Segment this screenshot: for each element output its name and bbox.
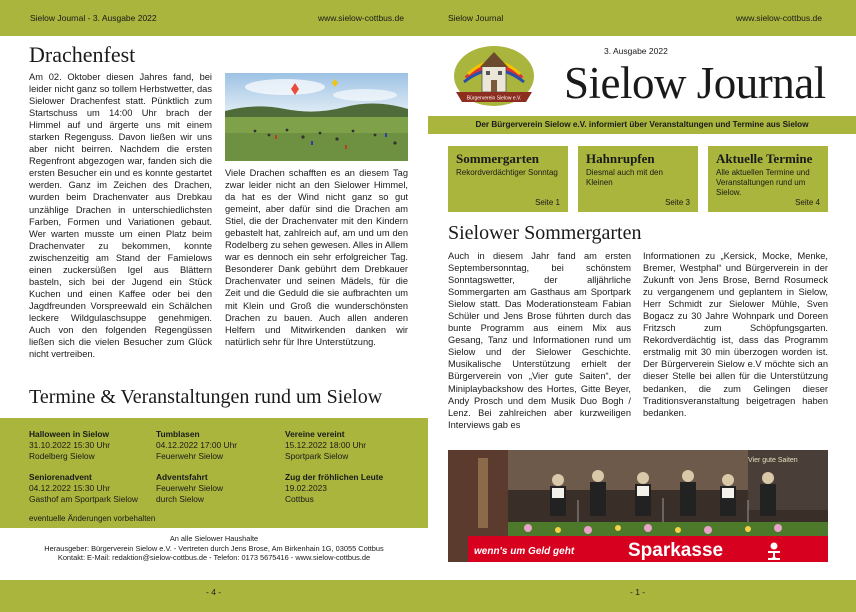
teaser-title: Aktuelle Termine — [716, 151, 813, 166]
left-page-number: - 4 - — [206, 587, 222, 597]
teaser-text: Diesmal auch mit den Kleinen — [586, 168, 663, 187]
event-tumblasen: Tumblasen 04.12.2022 17:00 Uhr Feuerwehr Sielow — [156, 429, 238, 461]
termine-box — [0, 418, 428, 528]
teaser-text: Rekordverdächtiger Sonntag — [456, 168, 558, 177]
bottom-band — [0, 580, 856, 612]
left-header-title: Sielow Journal - 3. Ausgabe 2022 — [30, 13, 157, 23]
event-zug-der-froehlichen-leute: Zug der fröhlichen Leute 19.02.2023 Cottbus — [285, 472, 384, 504]
impressum-line-2: Herausgeber: Bürgerverein Sielow e.V. - Vertreten durch Jens Brose, Am Birkenhain 1G, 03055 Cottbus — [44, 543, 384, 553]
drachenfest-column-1: Am 02. Oktober diesen Jahres fand, bei leider nicht ganz so tollem Herbstwetter, das Sielower Drachenfest statt. Pünktlich zum Startschuss um 14:00 Uhr brach der Himmel auf und ärgerte uns mit einem starken Regenguss. Davon ließen wir uns aber nicht beirren. Nachdem die ersten Regenfront abgezogen war, fanden sich die ersten Besucher ein und es konnte gestartet werden. Ganz im Zeichen des Drachen, wurden beim Drachenvater aus Drebkau unzählige Drachen in unterschiedlichsten Farben, Formen und Variationen gebaut. Wer warten musste um einen Platz beim Drachenvater zu bekommen, konnte zwischenzeitig am Stand der Famielows einen zuckersüßen Igel aus Blättern basteln, sich bei der Jugend ein Stück Kuchen und einen Kaffee oder bei den Jagdfreunden Vorspreewald ein Schälchen leckere Wildgulaschsuppe genehmigen. Auch von den folgenden Regengüssen ließen sich die vielen Besucher zum Glück nicht vertreiben. — [29, 72, 212, 360]
left-header-url[interactable]: www.sielow-cottbus.de — [318, 13, 404, 23]
event-seniorenadvent: Seniorenadvent 04.12.2022 15:30 Uhr Gasthof am Sportpark Sielow — [29, 472, 138, 504]
sommergarten-title: Sielower Sommergarten — [448, 222, 642, 244]
logo-emblem — [446, 40, 542, 112]
drachenfest-column-2: Viele Drachen schafften es an diesem Tag zwar leider nicht an den Sielower Himmel, da hat es der Wind nicht ganz so gut gemeint, aber dafür sind die Drachen am Stiel, die der Drachenvater mit den Kindern gebastelt hat, zahlreich auf, am und um den Rodelberg zu sehen gewesen. Alles in Allem war es dennoch ein sehr erfolgreicher Tag. Besonderer Dank gebührt dem Drebkauer Drachenvater und seinen Mädels, für die Zeit und die Geduld die sie aufbrachten um mit Klein und Groß die wunderschönsten Drachen zu bauen. Auch allen anderen Helfern und Mitwirkenden danken wir natürlich sehr für Ihre Unterstützung. — [225, 168, 408, 347]
sommergarten-column-2: Informationen zu „Kersick, Mocke, Menke, Bremer, Westphal“ und Bürgerverein in der Zukunft von Jens Brose, Bernd Rosumeck zu vergangenem und geplantem in Sielow, Herr Schmidt zur Sielower Mühle, Sven Bogacz zu 30 Jahre Wohnpark und Doreen Fritzsch zum Schöpfungsgarten. Rekordverdächtig ist, dass das Programm erstmalig mit 30 min überzogen worden ist. Der Bürgerverein Sielow e.V möchte sich an dieser Stelle bei allen für die Unterstützung bedanken, die zum Gelingen dieser Traditionsveranstaltung beigetragen haben bedanken. — [643, 251, 828, 418]
teaser-title: Hahnrupfen — [586, 151, 655, 166]
teaser-sommergarten[interactable] — [448, 146, 568, 212]
ausgabe-label: 3. Ausgabe 2022 — [604, 46, 668, 56]
stage-image — [448, 450, 828, 562]
teaser-page: Seite 3 — [665, 198, 690, 207]
right-header-url[interactable]: www.sielow-cottbus.de — [736, 13, 822, 23]
sommergarten-column-1: Auch in diesem Jahr fand am ersten Septembersonntag, bei schönstem Sonntagswetter, der alljährliche Sommergarten am Gasthaus am Sportpark Sielow statt. Das Moderationsteam Fabian Schüler und Jens Brose führten durch das bunte Programm aus einem Mix aus Gesang, Tanz und Informationen rund um Sielow und der Sielower Geschichte. Musikalische Unterstützung erhielt der Bürgerverein von „Vier gute Saiten“, der Miniplaybackshow des Hortes, Gitte Beyer, Andy Prosch und dem Musik Duo Bogh / Lenz. Bei zahlreichen aber kurzweiligen Interviews gab es — [448, 251, 631, 430]
event-adventsfahrt: Adventsfahrt Feuerwehr Sielow durch Sielow — [156, 472, 224, 504]
right-page-number: - 1 - — [630, 587, 646, 597]
sparkasse-slogan: wenn's um Geld geht — [474, 546, 575, 557]
teaser-aktuelle-termine[interactable] — [708, 146, 828, 212]
masthead-title: Sielow Journal — [564, 58, 826, 108]
kite-field-image — [225, 73, 408, 161]
impressum — [0, 534, 428, 563]
right-header-title: Sielow Journal — [448, 13, 504, 23]
teaser-page: Seite 4 — [795, 198, 820, 207]
buergerverein-logo — [446, 40, 542, 112]
sommergarten-photo — [448, 450, 828, 562]
drachenfest-photo — [225, 73, 408, 161]
termine-note: eventuelle Änderungen vorbehalten — [29, 514, 156, 523]
teaser-text: Alle aktuellen Termine und Veranstaltungen rund um Sielow. — [716, 168, 810, 197]
teaser-title: Sommergarten — [456, 151, 540, 166]
termine-title: Termine & Veranstaltungen rund um Sielow — [29, 386, 383, 408]
event-vereine-vereint: Vereine vereint 15.12.2022 18:00 Uhr Sportpark Sielow — [285, 429, 367, 461]
band-name-sign: Vier gute Saiten — [748, 457, 798, 464]
drachenfest-title: Drachenfest — [29, 42, 136, 67]
logo-ribbon-text: Bürgerverein Sielow e.V. — [466, 95, 522, 102]
teaser-hahnrupfen[interactable] — [578, 146, 698, 212]
sparkasse-wordmark: Sparkasse — [628, 540, 724, 561]
event-halloween: Halloween in Sielow 31.10.2022 15:30 Uhr Rodelberg Sielow — [29, 429, 111, 461]
tagline: Der Bürgerverein Sielow e.V. informiert über Veranstaltungen und Termine aus Sielow — [428, 116, 856, 134]
teaser-page: Seite 1 — [535, 198, 560, 207]
impressum-line-1: An alle Sielower Haushalte — [169, 534, 259, 543]
impressum-line-3: Kontakt: E-Mail: redaktion@sielow-cottbus.de - Telefon: 0173 5675416 - www.sielow-cottbus.de — [57, 553, 371, 562]
